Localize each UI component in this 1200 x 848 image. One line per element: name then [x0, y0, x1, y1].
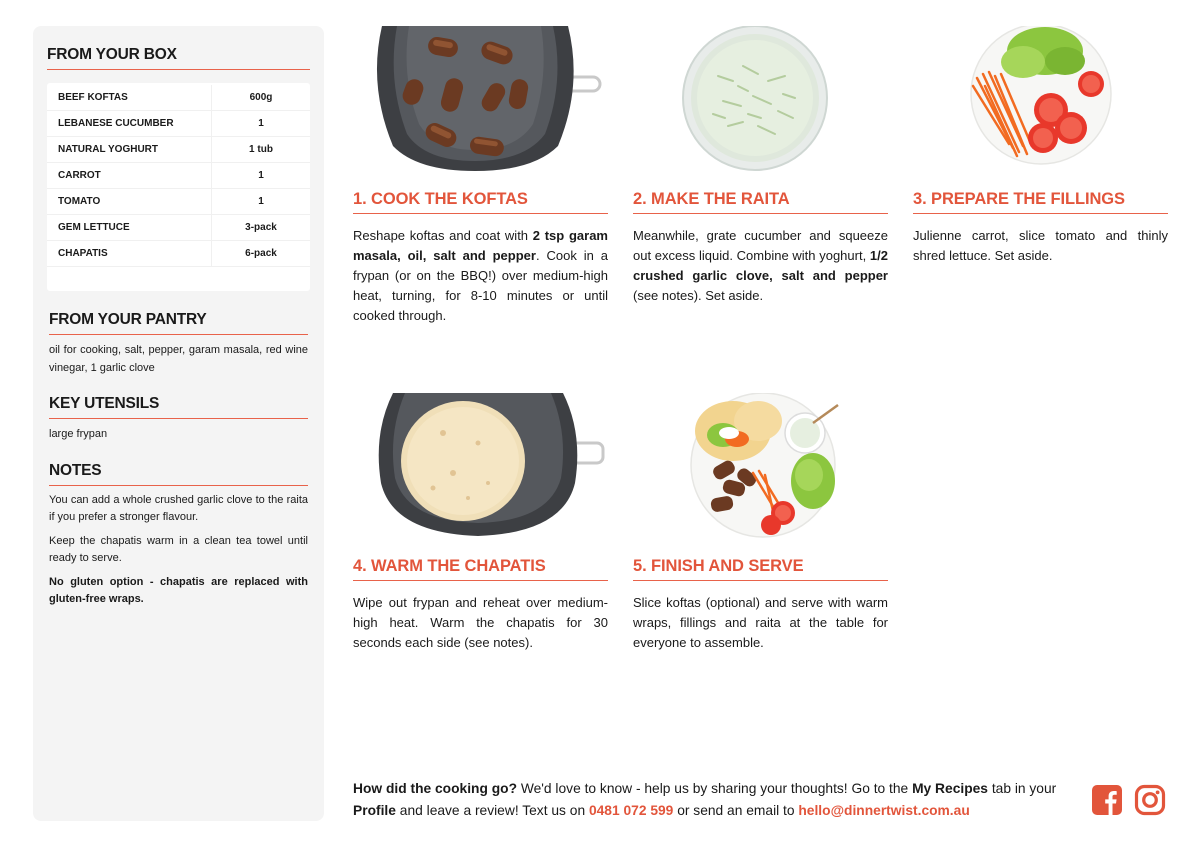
ingredient-row — [47, 85, 310, 111]
ingredients-sidebar — [33, 26, 324, 821]
step-1-bold: 2 tsp garam masala, oil, salt and pepper — [353, 228, 608, 263]
step-4-instructions: Wipe out frypan and reheat over medium-high heat. Warm the chapatis for 30 seconds each side (see notes). — [353, 595, 608, 650]
step-2-bold: 1/2 crushed garlic clove, salt and pepper — [633, 248, 888, 283]
ingredient-qty: 1 — [211, 111, 310, 136]
key-utensils-heading: KEY UTENSILS — [49, 395, 308, 419]
chapati-in-frypan-image — [353, 393, 608, 538]
footer-text: or send an email to — [673, 802, 799, 818]
facebook-icon[interactable] — [1091, 784, 1123, 816]
step-1-title: 1. COOK THE KOFTAS — [353, 190, 608, 214]
step-4 — [353, 393, 608, 653]
step-3-instructions: Julienne carrot, slice tomato and thinly shred lettuce. Set aside. — [913, 228, 1168, 263]
ingredient-qty: 1 tub — [211, 137, 310, 162]
koftas-in-frypan-image — [353, 26, 608, 171]
feedback-footer — [353, 778, 1078, 821]
step-2-text-a: Meanwhile, grate cucumber and squeeze out excess liquid. Combine with yoghurt, — [633, 228, 888, 263]
ingredients-table — [47, 83, 310, 291]
ingredient-qty: 1 — [211, 189, 310, 214]
note-text: You can add a whole crushed garlic clove to the raita if you prefer a stronger flavour. — [49, 493, 308, 523]
step-2 — [633, 26, 888, 306]
from-your-pantry-heading: FROM YOUR PANTRY — [49, 311, 308, 335]
ingredient-qty: 3-pack — [211, 215, 310, 240]
ingredient-row — [47, 189, 310, 215]
note-text: Keep the chapatis warm in a clean tea towel until ready to serve. — [49, 534, 308, 564]
pantry-text: oil for cooking, salt, pepper, garam masala, red wine vinegar, 1 garlic clove — [49, 344, 308, 374]
served-plate-image — [633, 393, 888, 538]
step-2-instructions — [633, 226, 888, 306]
ingredient-row — [47, 137, 310, 163]
ingredient-name: GEM LETTUCE — [58, 222, 130, 233]
ingredient-name: TOMATO — [58, 196, 101, 207]
instagram-icon[interactable] — [1134, 784, 1166, 816]
ingredient-qty: 6-pack — [211, 241, 310, 266]
ingredient-name: LEBANESE CUCUMBER — [58, 118, 174, 129]
my-recipes-label: My Recipes — [912, 781, 988, 796]
ingredient-row — [47, 163, 310, 189]
email-link[interactable]: hello@dinnertwist.com.au — [798, 802, 970, 818]
utensils-section — [47, 395, 310, 444]
ingredient-row — [47, 241, 310, 267]
footer-text: We'd love to know - help us by sharing your thoughts! Go to the — [517, 781, 913, 796]
step-5-instructions: Slice koftas (optional) and serve with warm wraps, fillings and raita at the table for everyone to assemble. — [633, 595, 888, 650]
ingredient-qty: 1 — [211, 163, 310, 188]
step-5 — [633, 393, 888, 653]
ingredient-name: NATURAL YOGHURT — [58, 144, 158, 155]
step-4-title: 4. WARM THE CHAPATIS — [353, 557, 608, 581]
footer-text: tab in your — [987, 781, 1057, 796]
ingredient-row — [47, 111, 310, 137]
step-2-title: 2. MAKE THE RAITA — [633, 190, 888, 214]
step-1 — [353, 26, 608, 326]
utensils-text: large frypan — [49, 428, 108, 440]
ingredient-name: CARROT — [58, 170, 101, 181]
gluten-note: No gluten option - chapatis are replaced with gluten-free wraps. — [49, 575, 308, 605]
step-3 — [913, 26, 1168, 266]
notes-heading: NOTES — [49, 462, 308, 486]
step-5-title: 5. FINISH AND SERVE — [633, 557, 888, 581]
step-1-text-b: . Cook in a frypan (or on the BBQ!) over medium-high heat, turning, for 8-10 minutes or until cooked through. — [353, 248, 608, 323]
ingredient-row — [47, 215, 310, 241]
phone-link[interactable]: 0481 072 599 — [588, 802, 674, 818]
footer-text: and leave a review! Text us on — [395, 802, 589, 818]
step-3-title: 3. PREPARE THE FILLINGS — [913, 190, 1168, 214]
from-your-box-heading: FROM YOUR BOX — [47, 46, 310, 70]
ingredient-qty: 600g — [211, 85, 310, 110]
raita-bowl-image — [633, 26, 888, 171]
step-1-instructions — [353, 226, 608, 326]
profile-label: Profile — [353, 802, 396, 818]
fillings-plate-image — [913, 26, 1168, 171]
step-2-text-b: (see notes). Set aside. — [633, 288, 764, 303]
feedback-question: How did the cooking go? — [353, 781, 518, 796]
ingredient-name: CHAPATIS — [58, 248, 108, 259]
pantry-section — [47, 311, 310, 377]
notes-section — [47, 462, 310, 609]
step-1-text-a: Reshape koftas and coat with — [353, 228, 533, 243]
ingredient-name: BEEF KOFTAS — [58, 92, 128, 103]
